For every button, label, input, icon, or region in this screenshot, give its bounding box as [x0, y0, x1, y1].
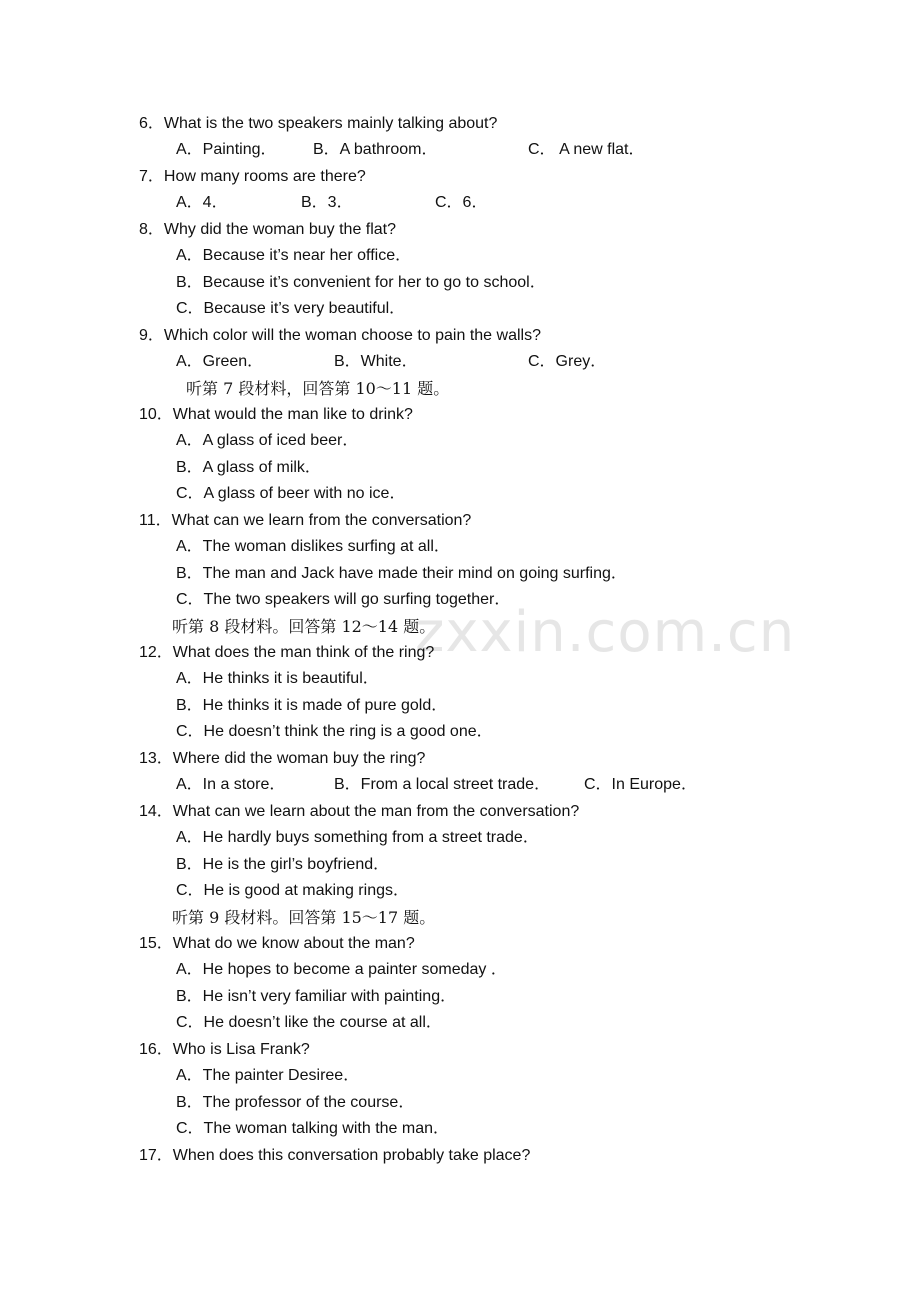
answer-option: C．He doesn’t like the course at all． — [176, 1014, 442, 1032]
question-text: 6．What is the two speakers mainly talking about? — [139, 115, 498, 132]
question-text: 11．What can we learn from the conversation? — [139, 511, 472, 529]
answer-option-row — [0, 772, 920, 798]
answer-option: C．He doesn’t think the ring is a good one． — [176, 723, 493, 741]
answer-option: C． A new flat． — [528, 141, 645, 159]
answer-option: A．He hardly buys something from a street trade． — [176, 829, 539, 847]
answer-option: B．3． — [301, 194, 353, 212]
answer-option: B．Because it’s convenient for her to go to school． — [176, 273, 546, 291]
answer-option: A．The painter Desiree． — [176, 1067, 360, 1085]
answer-option: A．The woman dislikes surfing at all． — [176, 538, 450, 556]
answer-option: A．Because it’s near her office． — [176, 247, 412, 265]
answer-option: A．Painting． — [176, 141, 277, 159]
answer-option: C．6． — [435, 194, 488, 212]
answer-option: A．A glass of iced beer． — [176, 432, 359, 450]
section-instruction: 听第 8 段材料。回答第 12～14 题。 — [172, 616, 436, 636]
answer-option: B．White． — [334, 353, 418, 370]
question-text: 16．Who is Lisa Frank? — [139, 1040, 310, 1058]
question-text: 15．What do we know about the man? — [139, 934, 415, 952]
answer-option: A．In a store． — [176, 776, 286, 794]
question-text: 9．Which color will the woman choose to pain the walls? — [139, 326, 541, 344]
section-instruction: 听第 7 段材料，回答第 10～11 题。 — [186, 378, 450, 398]
answer-option: C．The two speakers will go surfing together． — [176, 591, 511, 609]
answer-option: B．The professor of the course． — [176, 1093, 415, 1111]
answer-option: C．Because it’s very beautiful． — [176, 300, 406, 318]
answer-option: B．A bathroom． — [313, 141, 438, 159]
question-text: 7．How many rooms are there? — [139, 167, 366, 185]
answer-option: C．A glass of beer with no ice． — [176, 485, 406, 503]
question-text: 13．Where did the woman buy the ring? — [139, 749, 426, 767]
answer-option: B．A glass of milk． — [176, 458, 321, 476]
answer-option: C．He is good at making rings． — [176, 882, 409, 899]
question-text: 12．What does the man think of the ring? — [139, 644, 435, 661]
answer-option: C．Grey． — [528, 353, 607, 370]
answer-option: B．He is the girl’s boyfriend． — [176, 855, 390, 873]
question-text: 10．What would the man like to drink? — [139, 405, 413, 423]
question-text: 14．What can we learn about the man from the conversation? — [139, 802, 580, 820]
answer-option: C．The woman talking with the man． — [176, 1120, 450, 1138]
answer-option: A．He thinks it is beautiful． — [176, 670, 379, 688]
answer-option-row — [0, 137, 920, 163]
watermark: zxxin.com.cn — [415, 600, 796, 665]
answer-option: C．In Europe． — [584, 776, 697, 794]
answer-option: B．He thinks it is made of pure gold． — [176, 696, 448, 714]
answer-option: A．He hopes to become a painter someday ． — [176, 961, 507, 979]
answer-option-row — [0, 190, 920, 216]
answer-option: B．From a local street trade． — [334, 776, 551, 794]
answer-option-row — [0, 349, 920, 375]
answer-option: B．He isn’t very familiar with painting． — [176, 987, 457, 1005]
section-instruction: 听第 9 段材料。回答第 15～17 题。 — [172, 907, 436, 927]
answer-option: A．Green． — [176, 353, 264, 370]
answer-option: A．4． — [176, 194, 228, 212]
answer-option: B．The man and Jack have made their mind on going surfing． — [176, 564, 627, 582]
question-text: 17．When does this conversation probably take place? — [139, 1146, 531, 1164]
question-text: 8．Why did the woman buy the flat? — [139, 220, 397, 238]
